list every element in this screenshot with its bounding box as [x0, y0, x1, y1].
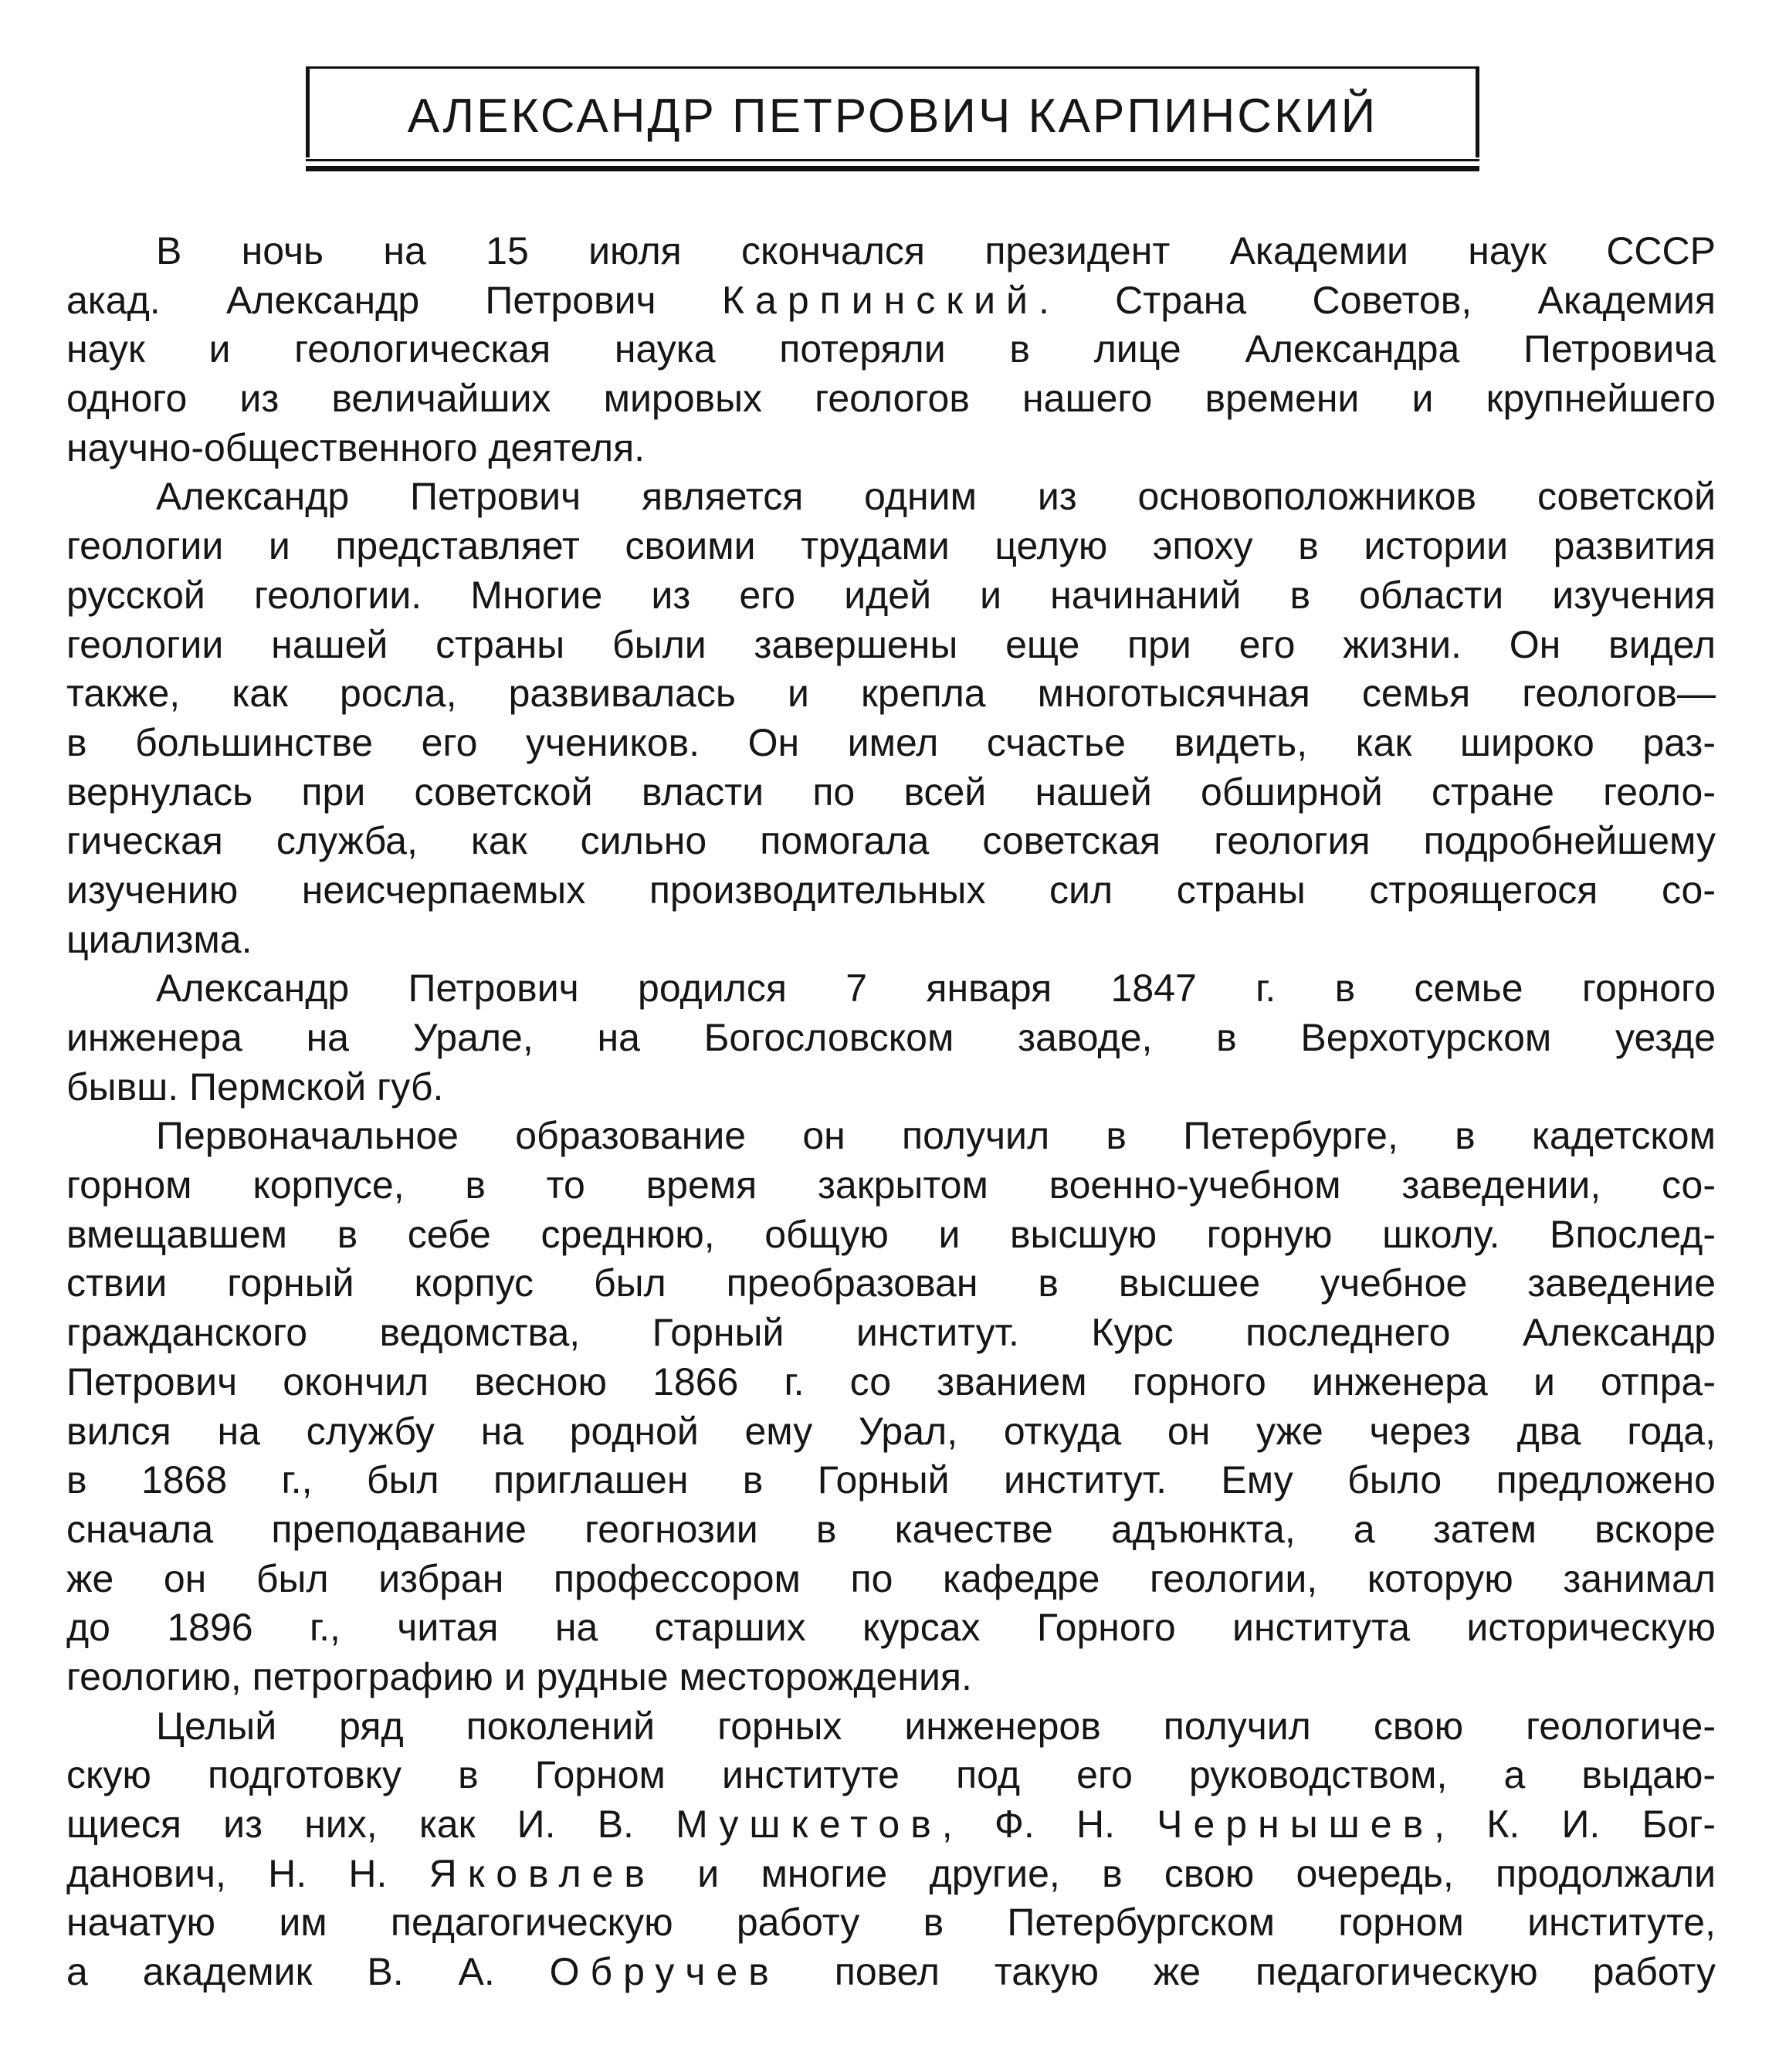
- text-line: данович, Н. Н. Яковлев и многие другие, в свою очередь, продолжали: [66, 1851, 1716, 1895]
- text-line: инженера на Урале, на Богословском заводе, в Верхотурском уезде: [66, 1016, 1716, 1059]
- text-line: вился на службу на родной ему Урал, откуда он уже через два года,: [66, 1409, 1716, 1453]
- text-line: гическая служба, как сильно помогала советская геология подробнейшему: [66, 819, 1716, 863]
- text-line: Александр Петрович родился 7 января 1847 г. в семье горного: [156, 967, 1716, 1011]
- text-line: Петрович окончил весною 1866 г. со званием горного инженера и отпра-: [66, 1359, 1716, 1403]
- spaced-name: Обручев: [549, 1950, 780, 1994]
- text-line: а академик В. А. Обручев повел такую же педагогическую работу: [66, 1950, 1716, 1994]
- text-line: Целый ряд поколений горных инженеров получил свою геологиче-: [156, 1704, 1716, 1748]
- text-line: бывш. Пермской губ.: [66, 1065, 444, 1109]
- title-frame: [306, 66, 1479, 157]
- text-line: русской геологии. Многие из его идей и начинаний в области изучения: [66, 573, 1716, 617]
- spaced-name: Чернышев: [1157, 1803, 1435, 1846]
- text-line: геологии и представляет своими трудами целую эпоху в истории развития: [66, 524, 1716, 568]
- text-line: в 1868 г., был приглашен в Горный институт. Ему было предложено: [66, 1458, 1716, 1502]
- text-line: В ночь на 15 июля скончался президент Академии наук СССР: [156, 229, 1716, 273]
- text-line: наук и геологическая наука потеряли в лице Александра Петровича: [66, 327, 1716, 371]
- text-line: геологии нашей страны были завершены еще при его жизни. Он видел: [66, 622, 1716, 666]
- spaced-name: Карпинский: [721, 278, 1039, 322]
- paragraph: [66, 472, 1716, 964]
- paragraph: [66, 227, 1716, 472]
- text-line: ствии горный корпус был преобразован в высшее учебное заведение: [66, 1261, 1716, 1305]
- paragraph: [66, 964, 1716, 1112]
- text-line: начатую им педагогическую работу в Петербургском горном институте,: [66, 1901, 1716, 1945]
- text-line: также, как росла, развивалась и крепла многотысячная семья геологов—: [66, 672, 1716, 716]
- text-line: вернулась при советской власти по всей нашей обширной стране геоло-: [66, 770, 1716, 814]
- text-line: научно-общественного деятеля.: [66, 425, 646, 469]
- text-line: изучению неисчерпаемых производительных сил страны строящегося со-: [66, 868, 1716, 912]
- text-line: же он был избран профессором по кафедре геологии, которую занимал: [66, 1556, 1716, 1600]
- paragraph: [66, 1112, 1716, 1701]
- text-line: скую подготовку в Горном институте под его руководством, а выдаю-: [66, 1753, 1716, 1797]
- text-line: Первоначальное образование он получил в Петербурге, в кадетском: [156, 1114, 1716, 1158]
- text-line: Александр Петрович является одним из основоположников советской: [156, 475, 1716, 519]
- paragraph: [66, 1702, 1716, 1997]
- text-line: сначала преподавание геогнозии в качестве адъюнкта, а затем вскоре: [66, 1507, 1716, 1551]
- spaced-name: Мушкетов: [676, 1803, 942, 1846]
- text-line: щиеся из них, как И. В. Мушкетов, Ф. Н. Чернышев, К. И. Бог-: [66, 1803, 1716, 1846]
- text-line: акад. Александр Петрович Карпинский. Страна Советов, Академия: [66, 278, 1716, 322]
- text-line: в большинстве его учеников. Он имел счастье видеть, как широко раз-: [66, 720, 1716, 764]
- spaced-name: Яковлев: [429, 1851, 656, 1895]
- text-line: циализма.: [66, 917, 252, 961]
- text-line: одного из величайших мировых геологов нашего времени и крупнейшего: [66, 377, 1716, 421]
- text-line: вмещавшем в себе среднюю, общую и высшую горную школу. Впослед-: [66, 1212, 1716, 1256]
- article-body: [66, 227, 1716, 1997]
- text-line: до 1896 г., читая на старших курсах Горного института историческую: [66, 1606, 1716, 1650]
- text-line: геологию, петрографию и рудные месторождения.: [66, 1654, 972, 1698]
- article-title: АЛЕКСАНДР ПЕТРОВИЧ КАРПИНСКИЙ: [407, 90, 1378, 143]
- text-line: горном корпусе, в то время закрытом военно-учебном заведении, со-: [66, 1163, 1716, 1207]
- text-line: гражданского ведомства, Горный институт. Курс последнего Александр: [66, 1311, 1716, 1355]
